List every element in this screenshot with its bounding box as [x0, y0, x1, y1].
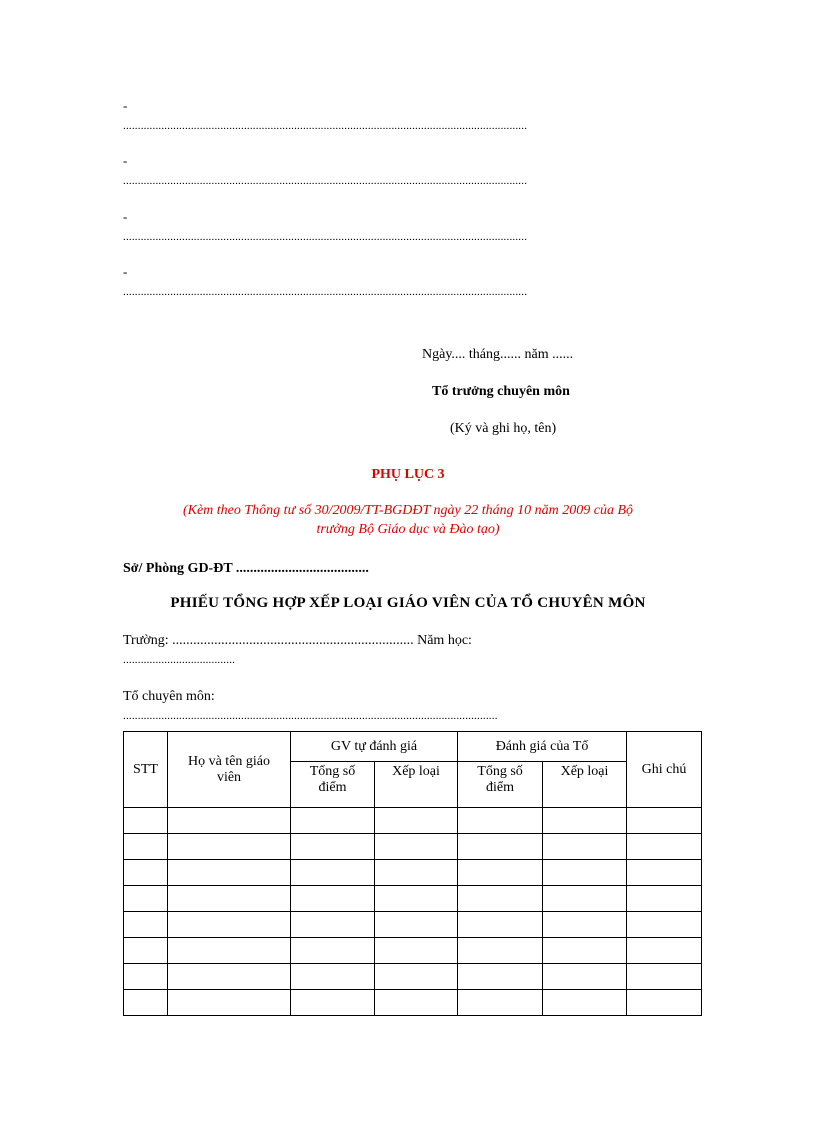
table-cell[interactable]: [543, 834, 627, 860]
table-cell[interactable]: [458, 938, 543, 964]
table-cell[interactable]: [124, 912, 168, 938]
table-cell[interactable]: [375, 808, 458, 834]
table-row: [124, 964, 702, 990]
table-cell[interactable]: [124, 834, 168, 860]
appendix-subtitle-line2: trưởng Bộ Giáo dục và Đào tạo): [316, 522, 500, 537]
table-cell[interactable]: [627, 964, 702, 990]
header-note: Ghi chú: [627, 732, 702, 808]
table-cell[interactable]: [627, 860, 702, 886]
table-cell[interactable]: [291, 912, 375, 938]
table-cell[interactable]: [168, 938, 291, 964]
table-cell[interactable]: [458, 912, 543, 938]
school-year-dots: ......................................: [123, 654, 236, 666]
table-cell[interactable]: [291, 964, 375, 990]
group-dots: ...............................................................................................................................: [123, 710, 498, 722]
header-self-assessment: GV tự đánh giá: [291, 732, 458, 762]
table-cell[interactable]: [291, 860, 375, 886]
table-cell[interactable]: [543, 860, 627, 886]
table-cell[interactable]: [458, 834, 543, 860]
table-row: [124, 886, 702, 912]
table-row: [124, 860, 702, 886]
table-cell[interactable]: [168, 912, 291, 938]
appendix-subtitle-line1: (Kèm theo Thông tư số 30/2009/TT-BGDĐT ngày 22 tháng 10 năm 2009 của Bộ: [182, 503, 634, 518]
table-cell[interactable]: [124, 886, 168, 912]
table-cell[interactable]: [627, 808, 702, 834]
table-cell[interactable]: [543, 938, 627, 964]
table-cell[interactable]: [124, 808, 168, 834]
department-line: Sở/ Phòng GD-ĐT ......................................: [123, 561, 369, 576]
table-cell[interactable]: [375, 912, 458, 938]
table-cell[interactable]: [375, 834, 458, 860]
table-cell[interactable]: [458, 990, 543, 1016]
header-teacher-name: Họ và tên giáo viên: [168, 732, 291, 808]
fill-line-2-marker: -: [123, 153, 128, 168]
table-row: [124, 938, 702, 964]
table-cell[interactable]: [543, 808, 627, 834]
table-cell[interactable]: [291, 938, 375, 964]
group-label: Tổ chuyên môn:: [123, 689, 215, 704]
summary-table: [123, 731, 702, 1016]
table-cell[interactable]: [168, 964, 291, 990]
table-cell[interactable]: [458, 964, 543, 990]
header-team-rank: Xếp loại: [543, 762, 627, 808]
table-cell[interactable]: [291, 808, 375, 834]
header-self-rank: Xếp loại: [375, 762, 458, 808]
table-cell[interactable]: [375, 886, 458, 912]
fill-line-2-dots: .........................................................................................................................................: [123, 175, 528, 187]
table-cell[interactable]: [627, 834, 702, 860]
table-cell[interactable]: [543, 964, 627, 990]
fill-line-4-dots: .........................................................................................................................................: [123, 286, 528, 298]
table-cell[interactable]: [375, 990, 458, 1016]
table-cell[interactable]: [627, 912, 702, 938]
table-cell[interactable]: [168, 990, 291, 1016]
table-cell[interactable]: [168, 808, 291, 834]
table-row: [124, 834, 702, 860]
table-cell[interactable]: [627, 886, 702, 912]
table-cell[interactable]: [543, 990, 627, 1016]
table-cell[interactable]: [627, 990, 702, 1016]
table-cell[interactable]: [168, 834, 291, 860]
table-cell[interactable]: [458, 808, 543, 834]
header-stt: STT: [124, 732, 168, 808]
fill-line-3-marker: -: [123, 209, 128, 224]
table-cell[interactable]: [291, 990, 375, 1016]
table-cell[interactable]: [458, 860, 543, 886]
school-year-line: Trường: ..................................................................... Năm học:: [123, 633, 472, 648]
table-cell[interactable]: [627, 938, 702, 964]
table-cell[interactable]: [543, 886, 627, 912]
header-team-total-score: Tổng số điểm: [458, 762, 543, 808]
signature-title: Tổ trưởng chuyên môn: [432, 384, 570, 399]
header-team-assessment: Đánh giá của Tổ: [458, 732, 627, 762]
table-cell[interactable]: [168, 860, 291, 886]
table-row: [124, 808, 702, 834]
table-cell[interactable]: [124, 938, 168, 964]
form-title: PHIẾU TỔNG HỢP XẾP LOẠI GIÁO VIÊN CỦA TỔ CHUYÊN MÔN: [170, 595, 646, 611]
table-cell[interactable]: [543, 912, 627, 938]
header-self-total-score: Tổng số điểm: [291, 762, 375, 808]
table-cell[interactable]: [291, 886, 375, 912]
fill-line-4-marker: -: [123, 264, 128, 279]
signature-date-line: Ngày.... tháng...... năm ......: [422, 347, 574, 362]
table-cell[interactable]: [458, 886, 543, 912]
table-row: [124, 990, 702, 1016]
table-cell[interactable]: [124, 860, 168, 886]
table-cell[interactable]: [375, 860, 458, 886]
appendix-title: PHỤ LỤC 3: [371, 467, 445, 482]
table-cell[interactable]: [375, 964, 458, 990]
table-cell[interactable]: [291, 834, 375, 860]
fill-line-3-dots: .........................................................................................................................................: [123, 231, 528, 243]
table-cell[interactable]: [124, 990, 168, 1016]
signature-note: (Ký và ghi họ, tên): [450, 421, 557, 436]
table-cell[interactable]: [168, 886, 291, 912]
fill-line-1-dots: .........................................................................................................................................: [123, 120, 528, 132]
table-cell[interactable]: [124, 964, 168, 990]
table-cell[interactable]: [375, 938, 458, 964]
table-row: [124, 912, 702, 938]
fill-line-1-marker: -: [123, 98, 128, 113]
